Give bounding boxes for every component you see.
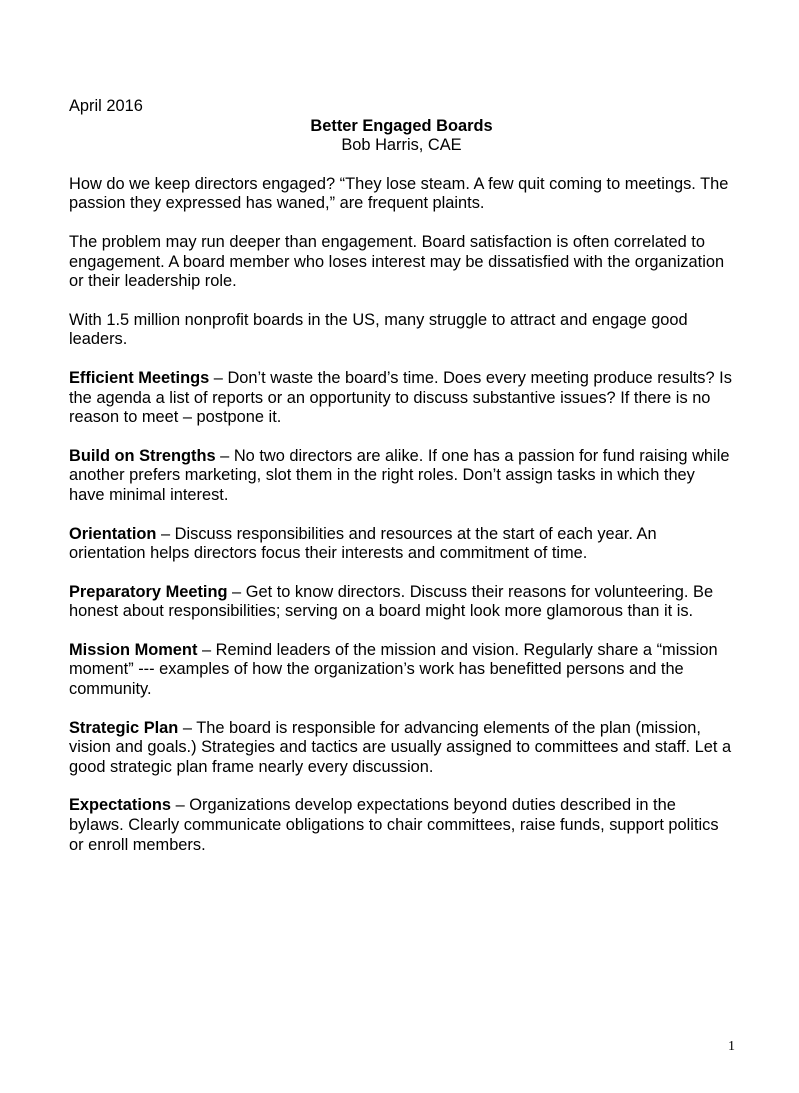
section-preparatory-meeting: [69, 583, 734, 622]
document-title: Better Engaged Boards: [310, 116, 493, 135]
title-block: [69, 117, 734, 156]
section-strategic-plan: [69, 719, 734, 778]
intro-paragraph-3: With 1.5 million nonprofit boards in the US, many struggle to attract and engage good leaders.: [69, 310, 688, 349]
section-heading: Mission Moment: [69, 640, 198, 659]
section-heading: Strategic Plan: [69, 718, 179, 737]
document-author: Bob Harris, CAE: [341, 136, 462, 155]
section-expectations: [69, 796, 734, 855]
section-orientation: [69, 525, 734, 564]
section-heading: Expectations: [69, 796, 172, 815]
section-text: – The board is responsible for advancing elements of the plan (mission, vision and goals.) Strategies and tactics are usually assigned to committees and staff. Let a good strategic plan frame nearly every discussion.: [69, 718, 732, 776]
section-heading: Preparatory Meeting: [69, 582, 228, 601]
section-text: – Remind leaders of the mission and vision. Regularly share a “mission moment” --- examples of how the organization’s work has benefitted persons and the community.: [69, 640, 718, 699]
section-text: – No two directors are alike. If one has a passion for fund raising while another prefers marketing, slot them in the right roles. Don’t assign tasks in which they have minimal interest.: [69, 446, 730, 504]
intro-paragraph-1: How do we keep directors engaged? “They lose steam. A few quit coming to meetings. The passion they expressed has waned,” are frequent plaints.: [69, 174, 729, 213]
section-heading: Orientation: [69, 524, 157, 543]
section-text: – Discuss responsibilities and resources at the start of each year. An orientation helps directors focus their interests and commitment of time.: [69, 524, 657, 563]
intro-paragraph-2: The problem may run deeper than engagement. Board satisfaction is often correlated to engagement. A board member who loses interest may be dissatisfied with the organization or their leadership role.: [69, 232, 725, 291]
page-content: [69, 97, 734, 855]
section-heading: Build on Strengths: [69, 446, 216, 465]
section-text: – Don’t waste the board’s time. Does every meeting produce results? Is the agenda a list of reports or an opportunity to discuss substantive issues? If there is no reason to meet – postpone it.: [69, 368, 732, 427]
section-text: – Get to know directors. Discuss their reasons for volunteering. Be honest about responsibilities; serving on a board might look more glamorous than it is.: [69, 582, 714, 621]
section-text: – Organizations develop expectations beyond duties described in the bylaws. Clearly communicate obligations to chair committees, raise funds, support politics or enroll members.: [69, 796, 719, 854]
section-efficient-meetings: [69, 369, 734, 428]
document-date: April 2016: [69, 97, 143, 115]
page-number: 1: [728, 1039, 735, 1054]
section-build-on-strengths: [69, 447, 734, 506]
section-mission-moment: [69, 641, 734, 700]
section-heading: Efficient Meetings: [69, 368, 210, 387]
